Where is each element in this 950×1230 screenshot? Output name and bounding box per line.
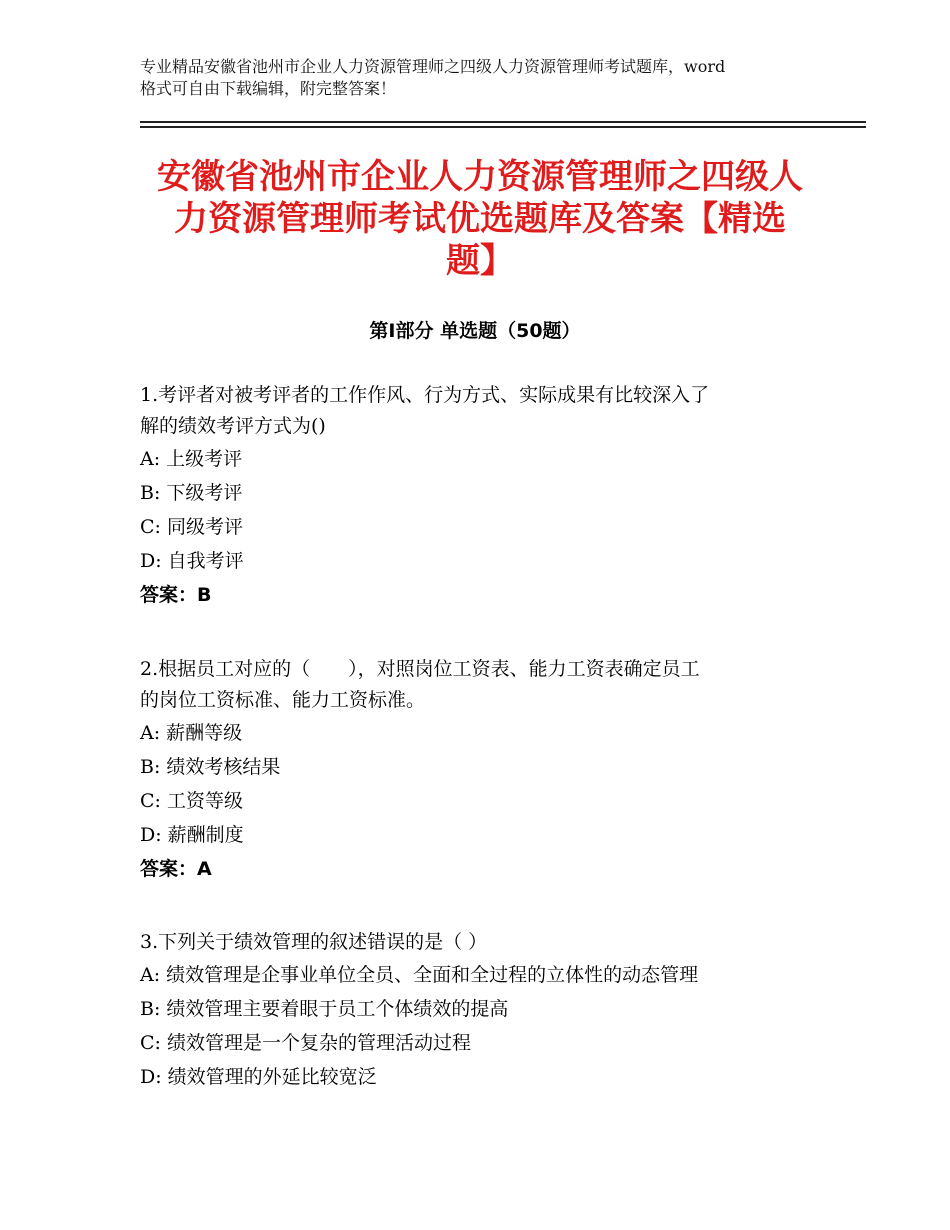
question-3 bbox=[140, 927, 830, 1094]
option-b: B: 下级考评 bbox=[140, 482, 243, 504]
question-stem-cont: 解的绩效考评方式为() bbox=[140, 415, 326, 437]
option-c: C: 绩效管理是一个复杂的管理活动过程 bbox=[140, 1032, 471, 1054]
option-d: D: 自我考评 bbox=[140, 550, 244, 572]
question-stem-cont: 的岗位工资标准、能力工资标准。 bbox=[140, 689, 426, 711]
question-1 bbox=[140, 380, 830, 612]
option-c: C: 工资等级 bbox=[140, 790, 243, 812]
header-divider-bottom bbox=[140, 126, 866, 128]
section-heading: 第Ⅰ部分 单选题（50题） bbox=[369, 320, 581, 342]
header-note-line-1: 专业精品安徽省池州市企业人力资源管理师之四级人力资源管理师考试题库，word bbox=[140, 57, 726, 76]
title-line-2: 力资源管理师考试优选题库及答案【精选 bbox=[174, 199, 786, 239]
header-note-line-2: 格式可自由下载编辑，附完整答案！ bbox=[140, 79, 397, 98]
answer: 答案：B bbox=[140, 584, 212, 606]
option-d: D: 绩效管理的外延比较宽泛 bbox=[140, 1066, 377, 1088]
option-d: D: 薪酬制度 bbox=[140, 824, 244, 846]
question-stem: 2.根据员工对应的（ ），对照岗位工资表、能力工资表确定员工 bbox=[140, 658, 700, 680]
option-c: C: 同级考评 bbox=[140, 516, 243, 538]
answer: 答案：A bbox=[140, 858, 212, 880]
option-a: A: 上级考评 bbox=[140, 448, 243, 470]
question-stem: 3.下列关于绩效管理的叙述错误的是（ ） bbox=[140, 931, 488, 953]
option-b: B: 绩效考核结果 bbox=[140, 756, 281, 778]
option-a: A: 薪酬等级 bbox=[140, 722, 243, 744]
option-b: B: 绩效管理主要着眼于员工个体绩效的提高 bbox=[140, 998, 509, 1020]
title-line-3: 题】 bbox=[446, 241, 514, 281]
header-divider-top bbox=[140, 121, 866, 123]
option-a: A: 绩效管理是企事业单位全员、全面和全过程的立体性的动态管理 bbox=[140, 964, 699, 986]
document-header-note bbox=[140, 56, 830, 100]
question-2 bbox=[140, 654, 830, 886]
question-stem: 1.考评者对被考评者的工作作风、行为方式、实际成果有比较深入了 bbox=[140, 384, 710, 406]
document-title bbox=[140, 156, 820, 282]
title-line-1: 安徽省池州市企业人力资源管理师之四级人 bbox=[157, 157, 803, 197]
